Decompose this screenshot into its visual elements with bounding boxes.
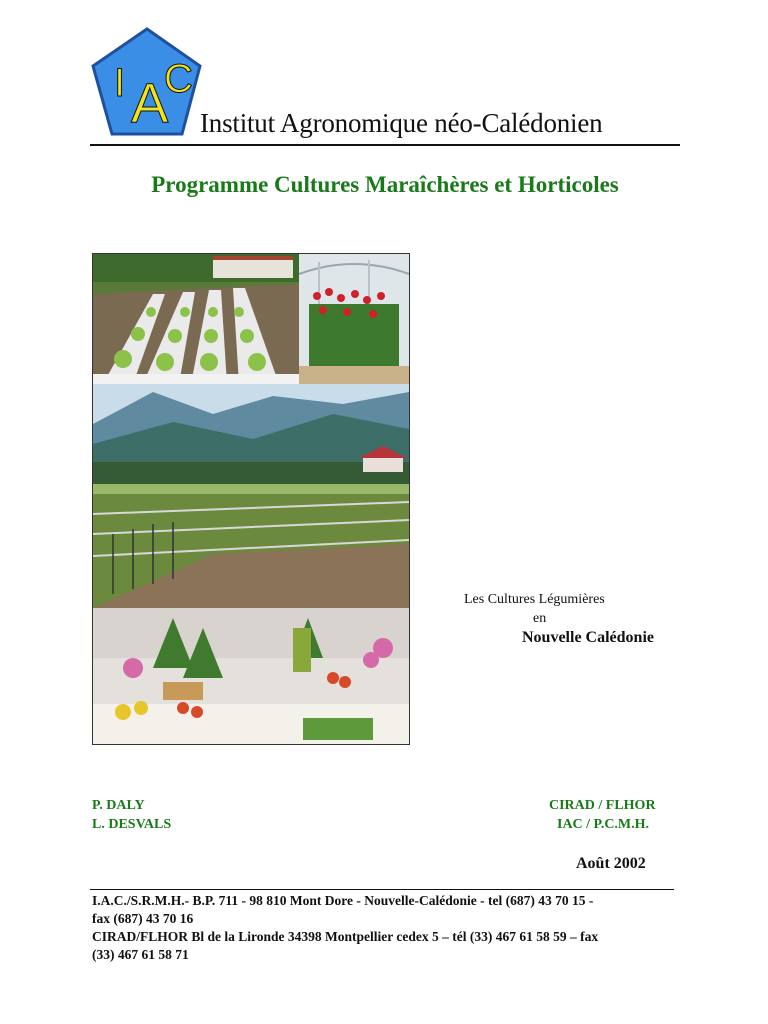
footer-divider	[90, 889, 674, 890]
publication-date: Août 2002	[576, 855, 646, 872]
institute-name: Institut Agronomique néo-Calédonien	[200, 108, 603, 138]
iac-logo	[90, 26, 204, 138]
subtitle-location: Nouvelle Calédonie	[522, 629, 654, 646]
mountain-fields-photo	[93, 384, 409, 608]
author-name: P. DALY	[92, 798, 145, 813]
vegetable-exhibit-photo	[93, 608, 409, 744]
footer-address-line: fax (687) 43 70 16	[92, 911, 194, 926]
organization-name: IAC / P.C.M.H.	[557, 817, 650, 832]
photo-collage	[92, 253, 410, 745]
logo-letter-i: I	[114, 61, 126, 105]
hydroponic-lettuce-photo	[93, 254, 299, 384]
program-title: Programme Cultures Maraîchères et Horticoles	[151, 172, 619, 197]
subtitle-line-1: Les Cultures Légumières	[464, 592, 605, 607]
organization-name: CIRAD / FLHOR	[549, 798, 656, 813]
logo-letter-a: A	[131, 71, 169, 134]
header-divider	[90, 144, 680, 146]
greenhouse-flowers-photo	[299, 254, 409, 384]
logo-letter-c: C	[164, 57, 193, 101]
footer-address-line: I.A.C./S.R.M.H.- B.P. 711 - 98 810 Mont Dore - Nouvelle-Calédonie - tel (687) 43 70 15 -	[92, 893, 594, 908]
subtitle-line-2: en	[533, 611, 547, 626]
footer-address-line: CIRAD/FLHOR Bl de la Lironde 34398 Montpellier cedex 5 – tél (33) 467 61 58 59 – fax	[92, 929, 599, 944]
author-name: L. DESVALS	[92, 817, 172, 832]
footer-address-line: (33) 467 61 58 71	[92, 947, 189, 962]
